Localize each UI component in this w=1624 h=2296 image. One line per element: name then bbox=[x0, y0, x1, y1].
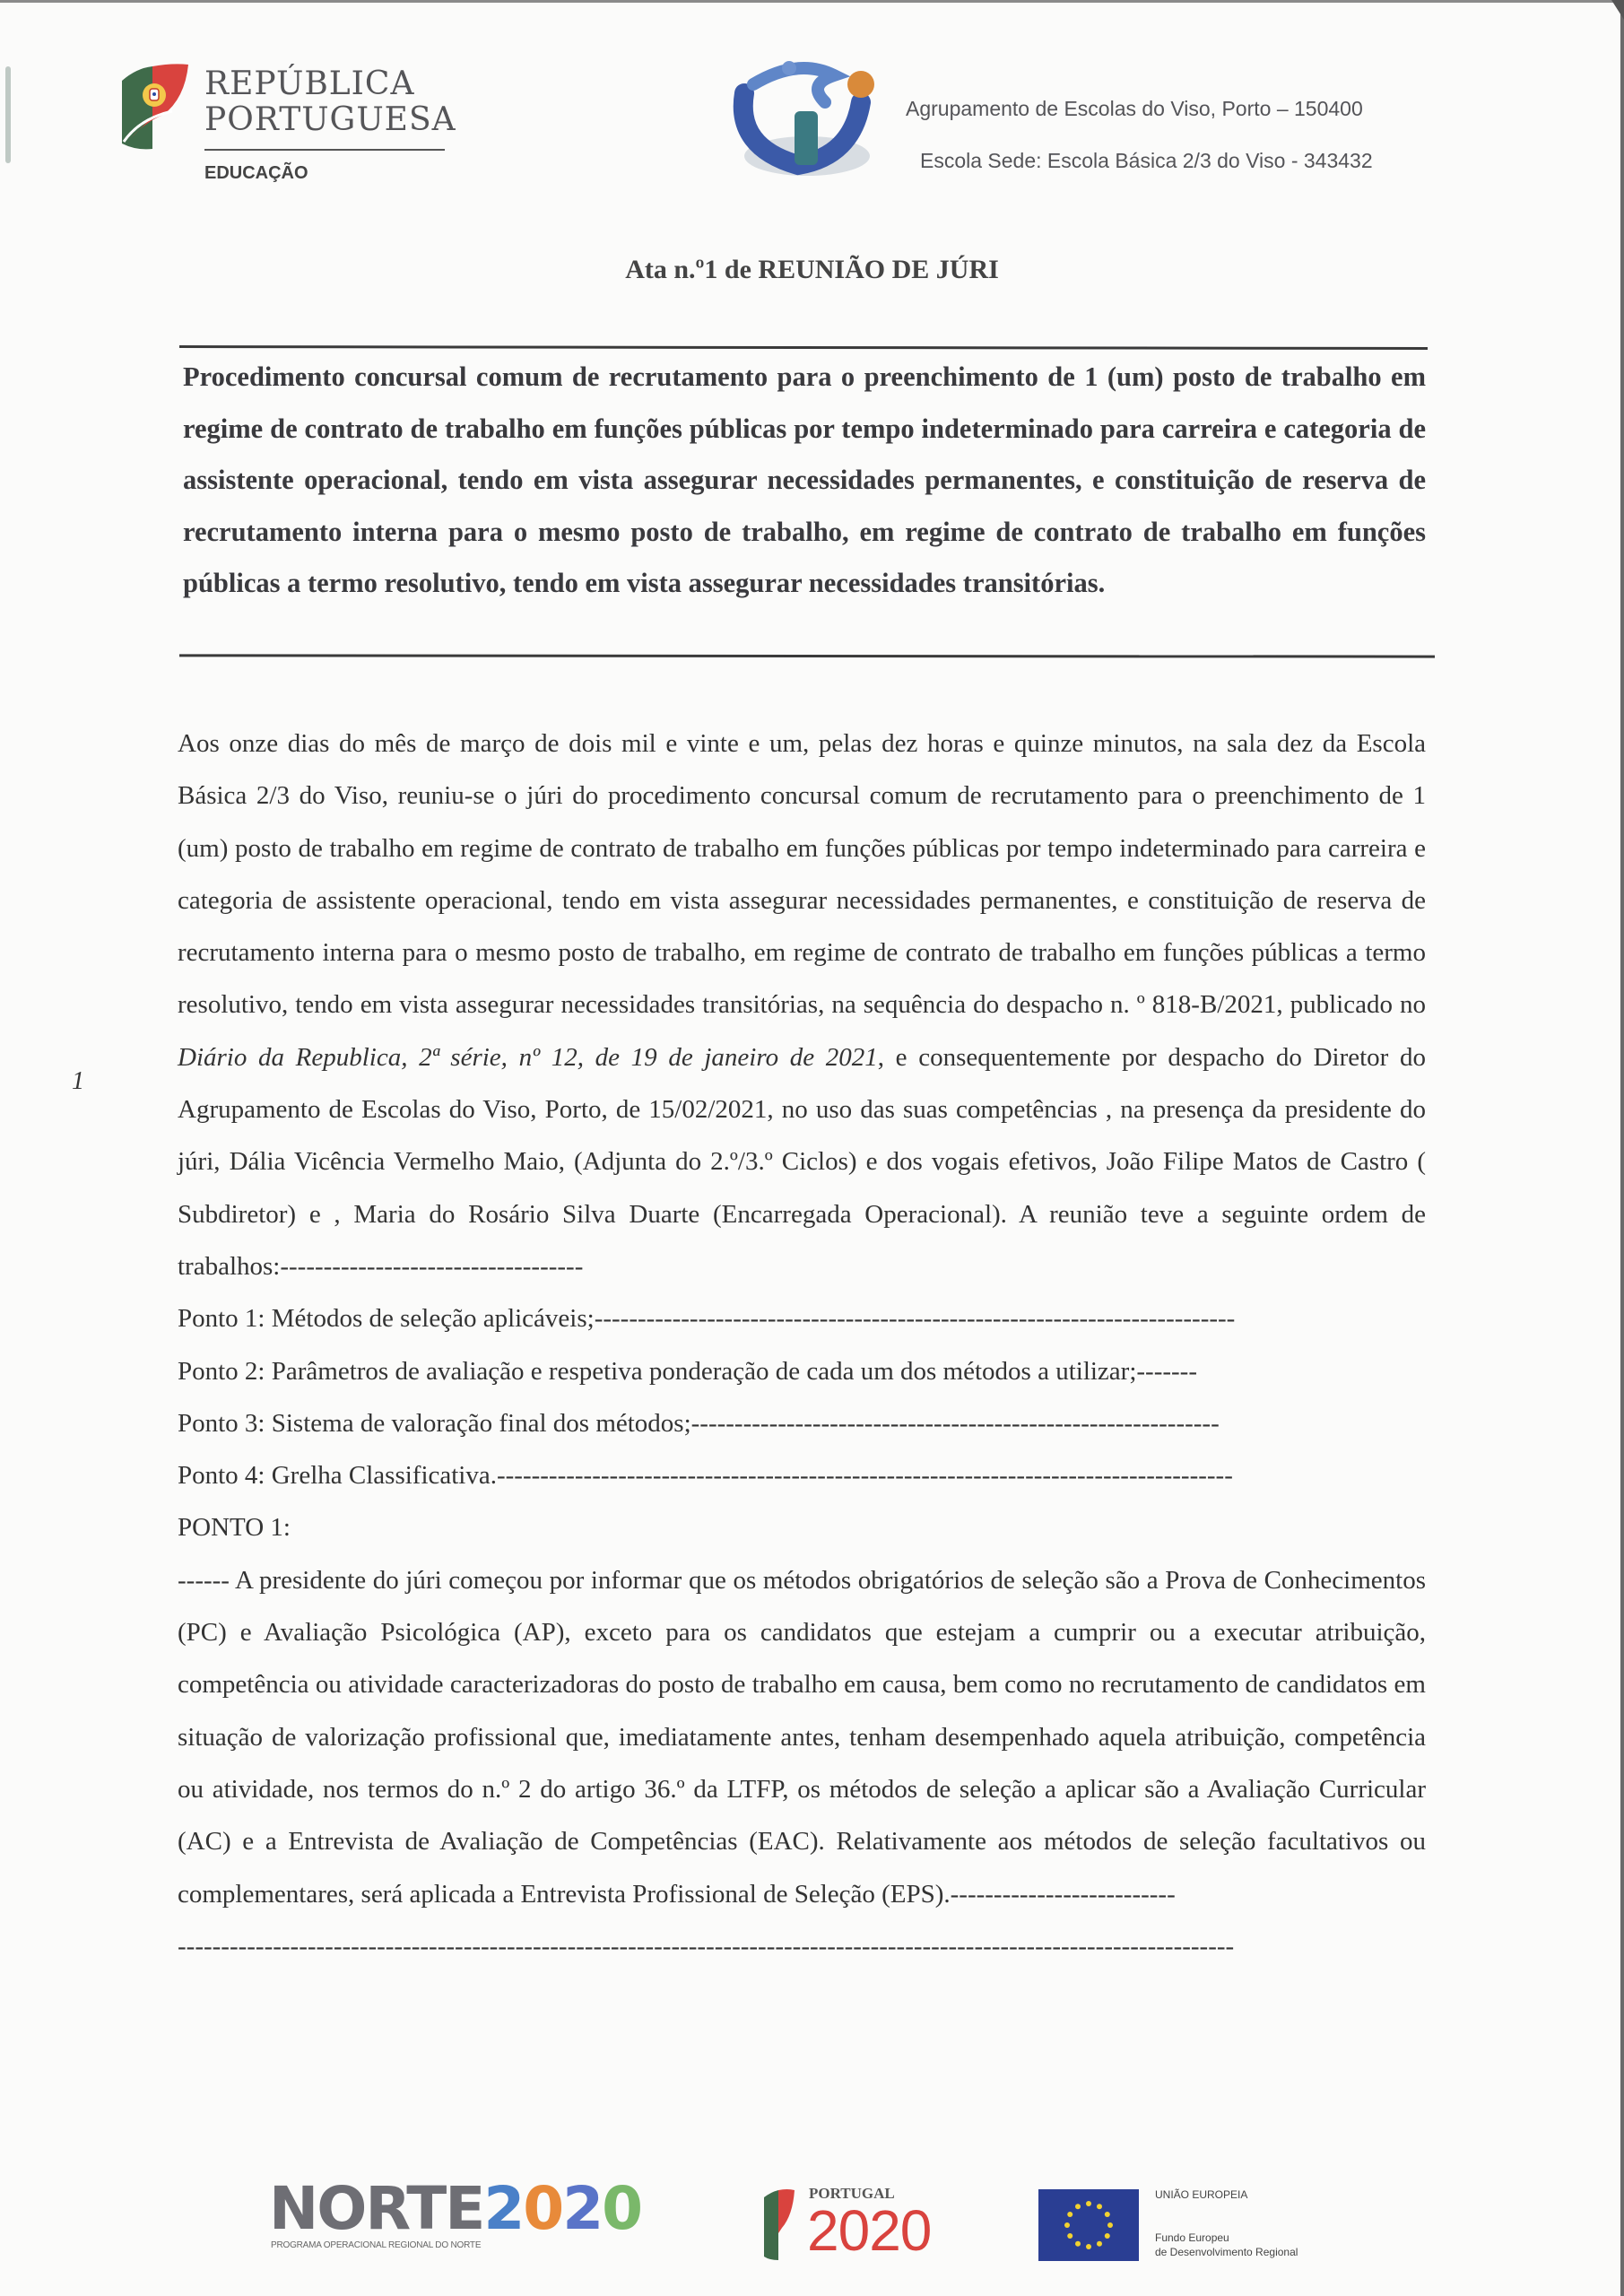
portugal2020-label: PORTUGAL bbox=[809, 2185, 895, 2202]
school-group-name: Agrupamento de Escolas do Viso, Porto – 150400 bbox=[906, 97, 1363, 120]
eu-title: UNIÃO EUROPEIA bbox=[1155, 2188, 1248, 2201]
subject-top-rule bbox=[179, 345, 1428, 350]
portugal2020-year: 2020 bbox=[807, 2198, 932, 2263]
margin-page-mark: 1 bbox=[72, 1067, 84, 1095]
opening-text: Aos onze dias do mês de março de dois mil e vinte e um, pelas dez horas e quinze minutos, na sala dez da Escola Básica 2/3 do Viso, reuniu-se o júri do procedimento concursal comum de recrutamento para o preenchimento de 1 (um) posto de trabalho em regime de contrato de trabalho em funções públicas por tempo indeterminado para carreira e categoria de assistente operacional, tendo em vista assegurar necessidades permanentes, e constituição de reserva de recrutamento interna para o mesmo posto de trabalho, em regime de contrato de trabalho em funções públicas a termo resolutivo, tendo em vista assegurar necessidades transitórias, na sequência do despacho n. º 818-B/2021, publicado no bbox=[178, 729, 1426, 1020]
norte-wordmark: NORTE bbox=[269, 2174, 484, 2243]
subject-bottom-rule bbox=[179, 654, 1435, 657]
eu-fund-line: de Desenvolvimento Regional bbox=[1155, 2246, 1298, 2258]
norte2020-subtitle: PROGRAMA OPERACIONAL REGIONAL DO NORTE bbox=[271, 2240, 482, 2250]
eu-star-icon bbox=[1067, 2212, 1073, 2217]
portuguesa-line: PORTUGUESA bbox=[204, 101, 456, 138]
eu-star-icon bbox=[1107, 2222, 1113, 2228]
republica-portuguesa-flag-icon bbox=[118, 63, 190, 152]
agenda-item: Ponto 3: Sistema de valoração final dos métodos;------------------------------------------------------------- bbox=[178, 1408, 1220, 1438]
ponto-1-heading: PONTO 1: bbox=[178, 1513, 291, 1543]
eu-star-icon bbox=[1105, 2233, 1110, 2239]
portugal2020-flag-icon bbox=[760, 2188, 796, 2262]
eu-star-icon bbox=[1075, 2241, 1081, 2247]
ponto-1-paragraph: ------ A presidente do júri começou por informar que os métodos obrigatórios de seleção são a Prova de Conhecimentos (PC) e Avaliação Psicológica (AP), exceto para os candidatos que estejam a cumprir ou a executar atribuição, competência ou atividade caracterizadoras do posto de trabalho em causa, bem como no recrutamento de candidatos em situação de valorização profissional que, imediatamente antes, tenham desempenhado aquela atribuição, competência ou atividade, nos termos do n.º 2 do artigo 36.º da LTFP, os métodos de seleção a aplicar são a Avaliação Curricular (AC) e a Entrevista de Avaliação de Competências (EAC). Relativamente aos métodos de seleção facultativos ou complementares, será aplicada a Entrevista Profissional de Seleção (EPS).-------------------------- bbox=[178, 1565, 1426, 1909]
eu-flag-icon bbox=[1038, 2189, 1139, 2261]
republica-portuguesa-wordmark bbox=[204, 66, 456, 184]
agenda-item: Ponto 4: Grelha Classificativa.------------------------------------------------------------------------------------- bbox=[178, 1461, 1233, 1491]
gazette-reference: Diário da Republica, 2ª série, nº 12, de 19 de janeiro de 2021 bbox=[178, 1042, 878, 1072]
document-title: Ata n.º1 de REUNIÃO DE JÚRI bbox=[625, 255, 999, 284]
ministry-label: EDUCAÇÃO bbox=[204, 163, 308, 183]
wordmark-rule bbox=[204, 149, 445, 151]
agenda-item: Ponto 1: Métodos de seleção aplicáveis;-------------------------------------------------------------------------- bbox=[178, 1304, 1236, 1334]
eu-star-icon bbox=[1105, 2212, 1110, 2217]
norte-year-digit: 2 bbox=[562, 2174, 603, 2243]
page-right-edge bbox=[1620, 0, 1624, 2296]
norte-year-digit: 0 bbox=[523, 2174, 563, 2243]
eu-star-icon bbox=[1075, 2204, 1081, 2209]
norte-year-digit: 0 bbox=[602, 2174, 642, 2243]
eu-star-icon bbox=[1086, 2201, 1091, 2206]
eu-star-icon bbox=[1097, 2204, 1102, 2209]
opening-paragraph bbox=[178, 718, 1426, 1292]
eu-fund-line: Fundo Europeu bbox=[1155, 2231, 1229, 2244]
republica-line: REPÚBLICA bbox=[204, 65, 415, 102]
norte-year-digit: 2 bbox=[483, 2174, 524, 2243]
norte2020-logo bbox=[269, 2174, 641, 2243]
eu-star-icon bbox=[1064, 2222, 1070, 2228]
eu-star-icon bbox=[1097, 2241, 1102, 2247]
closing-dash-line: -------------------------------------------------------------------------------------------------------------------------- bbox=[178, 1931, 1235, 1961]
binder-mark bbox=[5, 66, 11, 163]
eu-star-icon bbox=[1067, 2233, 1073, 2239]
school-group-logo-icon bbox=[717, 48, 897, 192]
eu-star-icon bbox=[1086, 2244, 1091, 2249]
funding-footer bbox=[0, 2161, 1624, 2269]
subject-paragraph: Procedimento concursal comum de recrutamento para o preenchimento de 1 (um) posto de trabalho em regime de contrato de trabalho em funções públicas por tempo indeterminado para carreira e categoria de assistente operacional, tendo em vista assegurar necessidades permanentes, e constituição de reserva de recrutamento interna para o mesmo posto de trabalho, em regime de contrato de trabalho em funções públicas a termo resolutivo, tendo em vista assegurar necessidades transitórias. bbox=[183, 361, 1426, 598]
agenda-item: Ponto 2: Parâmetros de avaliação e respetiva ponderação de cada um dos métodos a utilizar;------- bbox=[178, 1356, 1197, 1386]
minutes-body bbox=[178, 718, 1426, 1972]
corner-fold bbox=[1611, 0, 1624, 20]
school-seat-name: Escola Sede: Escola Básica 2/3 do Viso - 343432 bbox=[920, 149, 1373, 172]
page-top-edge bbox=[0, 0, 1624, 3]
opening-text-continued: , e consequentemente por despacho do Diretor do Agrupamento de Escolas do Viso, Porto, de 15/02/2021, no uso das suas competências , na presença da presidente do júri, Dália Vicência Vermelho Maio, (Adjunta do 2.º/3.º Ciclos) e dos vogais efetivos, João Filipe Matos de Castro ( Subdiretor) e , Maria do Rosário Silva Duarte (Encarregada Operacional). A reunião teve a seguinte ordem de trabalhos:----------------------------------- bbox=[178, 1042, 1426, 1281]
